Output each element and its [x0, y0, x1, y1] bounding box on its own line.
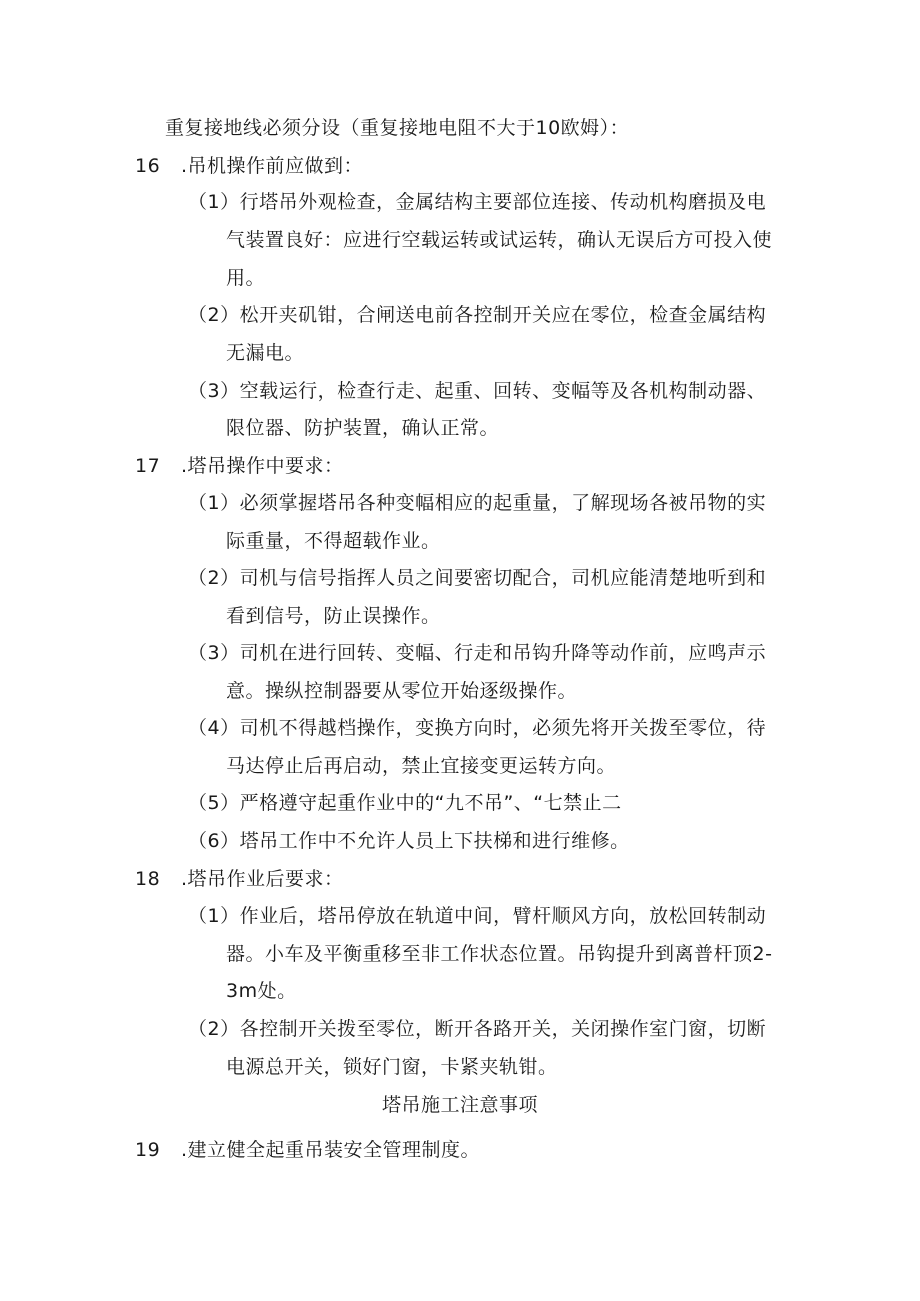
item-label: （3） [188, 380, 240, 402]
section-number: 19 [135, 1139, 161, 1161]
list-item [188, 1016, 766, 1042]
intro-paragraph: 重复接地线必须分设（重复接地电阻不大于10欧姆）： [165, 117, 630, 139]
item-text: 各控制开关拨至零位，断开各路开关，关闭操作室门窗，切断 [239, 1018, 767, 1040]
item-label: （1） [188, 905, 240, 927]
list-item [188, 790, 622, 816]
item-text: 司机在进行回转、变幅、行走和吊钩升降等动作前，应鸣声示 [239, 642, 767, 664]
section-16-heading [135, 153, 363, 179]
item-continuation: 马达停止后再启动，禁止宜接变更运转方向。 [226, 755, 617, 777]
item-continuation: 际重量，不得超载作业。 [226, 530, 441, 552]
item-text: 必须掌握塔吊各种变幅相应的起重量，了解现场各被吊物的实 [239, 492, 767, 514]
section-17-heading [135, 453, 344, 479]
section-18-heading [135, 866, 344, 892]
item-label: （1） [188, 492, 240, 514]
item-label: （6） [188, 830, 240, 852]
list-item [188, 903, 766, 929]
list-item [188, 378, 766, 404]
list-item [188, 640, 766, 666]
item-continuation: 气装置良好：应进行空载运转或试运转，确认无误后方可投入使 [226, 229, 773, 251]
item-text: 松开夹矶钳，合闸送电前各控制开关应在零位，检查金属结构 [239, 304, 767, 326]
list-item [188, 715, 766, 741]
item-label: （2） [188, 304, 240, 326]
item-text: 行塔吊外观检查，金属结构主要部位连接、传动机构磨损及电 [239, 191, 767, 213]
item-label: （2） [188, 1018, 240, 1040]
section-number: 17 [135, 455, 161, 477]
list-item [188, 565, 766, 591]
item-text: 严格遵守起重作业中的“九不吊”、“七禁止二 [239, 792, 622, 814]
item-continuation: 用。 [226, 267, 266, 289]
section-title: .吊机操作前应做到： [181, 155, 364, 177]
section-title: .建立健全起重吊装安全管理制度。 [181, 1139, 481, 1161]
item-text: 空载运行，检查行走、起重、回转、变幅等及各机构制动器、 [239, 380, 767, 402]
section-number: 16 [135, 155, 161, 177]
item-continuation: 3m处。 [226, 980, 297, 1002]
item-text: 作业后，塔吊停放在轨道中间，臂杆顺风方向，放松回转制动 [239, 905, 767, 927]
item-continuation: 限位器、防护装置，确认正常。 [226, 417, 500, 439]
item-text: 司机不得越档操作，变换方向时，必须先将开关拨至零位，待 [239, 717, 767, 739]
list-item [188, 302, 766, 328]
item-text: 司机与信号指挥人员之间要密切配合，司机应能清楚地听到和 [239, 567, 767, 589]
item-continuation: 看到信号，防止误操作。 [226, 605, 441, 627]
section-19-heading [135, 1137, 480, 1163]
item-continuation: 无漏电。 [226, 342, 305, 364]
item-label: （5） [188, 792, 240, 814]
item-label: （2） [188, 567, 240, 589]
item-label: （1） [188, 191, 240, 213]
item-label: （4） [188, 717, 240, 739]
list-item [188, 828, 630, 854]
item-continuation: 电源总开关，锁好门窗，卡紧夹轨钳。 [226, 1056, 558, 1078]
section-number: 18 [135, 868, 161, 890]
item-continuation: 器。小车及平衡重移至非工作状态位置。吊钩提升到离普杆顶2- [226, 943, 773, 965]
item-continuation: 意。操纵控制器要从零位开始逐级操作。 [226, 680, 578, 702]
section-heading-centered: 塔吊施工注意事项 [381, 1094, 538, 1116]
section-title: .塔吊作业后要求： [181, 868, 344, 890]
section-title: .塔吊操作中要求： [181, 455, 344, 477]
item-label: （3） [188, 642, 240, 664]
list-item [188, 490, 766, 516]
item-text: 塔吊工作中不允许人员上下扶梯和进行维修。 [239, 830, 630, 852]
list-item [188, 189, 766, 215]
